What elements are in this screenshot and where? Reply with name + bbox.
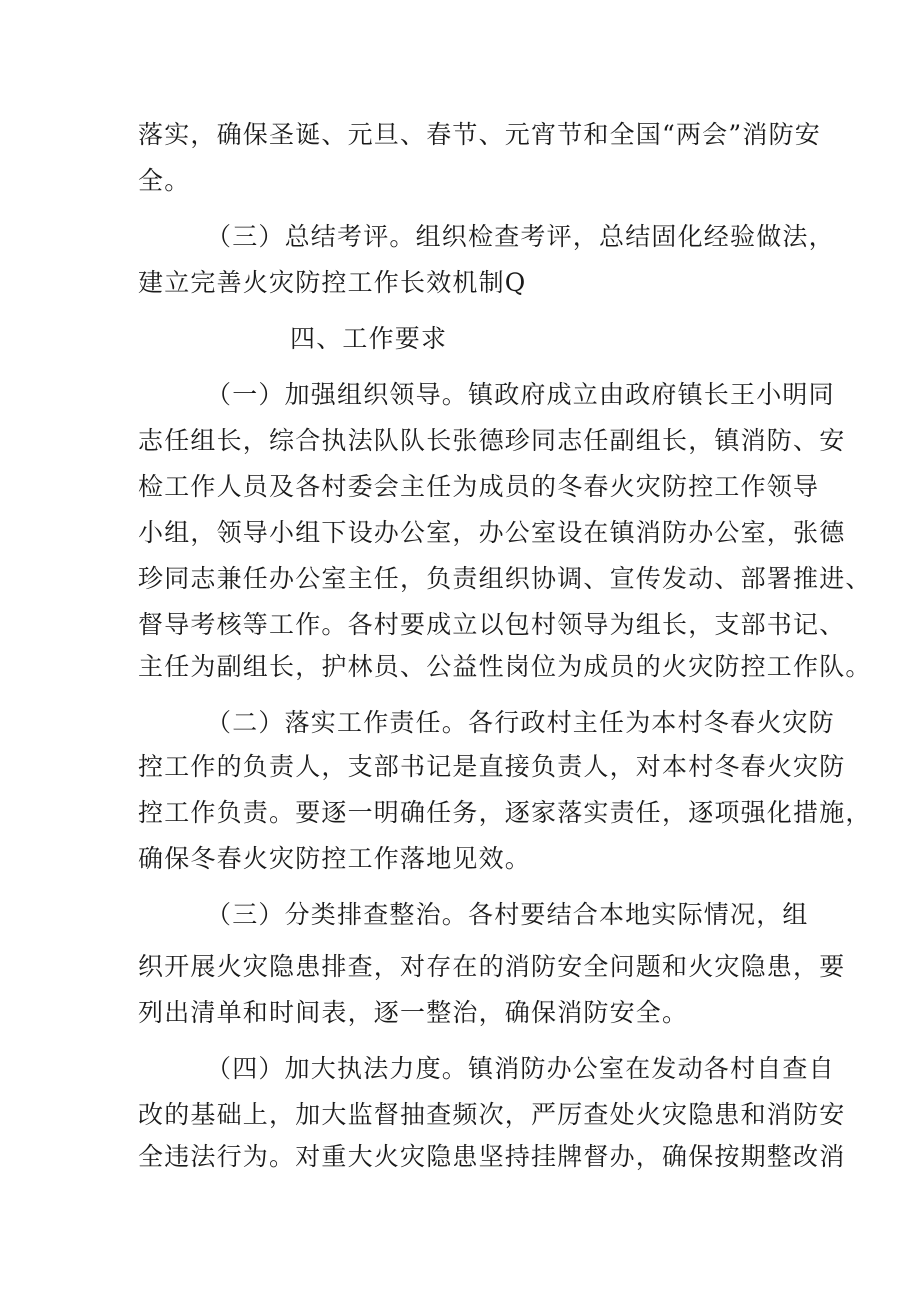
text-line: 列出清单和时间表，逐一整治，确保消防安全。 bbox=[138, 998, 689, 1027]
text-line: 确保冬春火灾防控工作落地见效。 bbox=[138, 844, 532, 873]
text-line: 落实，确保圣诞、元旦、春节、元宵节和全国“两会”消防安 bbox=[138, 120, 821, 149]
text-line: 建立完善火灾防控工作长效机制Q bbox=[138, 268, 527, 297]
text-line: 督导考核等工作。各村要成立以包村领导为组长，支部书记、 bbox=[138, 610, 846, 639]
text-line: 织开展火灾隐患排查，对存在的消防安全问题和火灾隐患，要 bbox=[138, 952, 846, 981]
section-3-summary-line: （三）总结考评。组织检查考评，总结固化经验做法， bbox=[206, 222, 835, 251]
paragraph-3-line: （三）分类排查整治。各村要结合本地实际情况，组 bbox=[206, 900, 809, 929]
text-line: 珍同志兼任办公室主任，负责组织协调、宣传发动、部署推进、 bbox=[138, 564, 872, 593]
paragraph-1-line: （一）加强组织领导。镇政府成立由政府镇长王小明同 bbox=[206, 380, 835, 409]
text-line: 改的基础上，加大监督抽查频次，严厉查处火灾隐患和消防安 bbox=[138, 1100, 846, 1129]
paragraph-2-line: （二）落实工作责任。各行政村主任为本村冬春火灾防 bbox=[206, 708, 835, 737]
section-heading: 四、工作要求 bbox=[290, 324, 448, 353]
text-line: 控工作负责。要逐一明确任务，逐家落实责任，逐项强化措施， bbox=[138, 798, 872, 827]
text-line: 检工作人员及各村委会主任为成员的冬春火灾防控工作领导 bbox=[138, 472, 820, 501]
text-line: 主任为副组长，护林员、公益性岗位为成员的火灾防控工作队。 bbox=[138, 652, 872, 681]
text-line: 小组，领导小组下设办公室，办公室设在镇消防办公室，张德 bbox=[138, 518, 846, 547]
text-line: 全违法行为。对重大火灾隐患坚持挂牌督办，确保按期整改消 bbox=[138, 1142, 846, 1171]
text-line: 全。 bbox=[138, 166, 191, 195]
text-line: 控工作的负责人，支部书记是直接负责人，对本村冬春火灾防 bbox=[138, 752, 846, 781]
paragraph-4-line: （四）加大执法力度。镇消防办公室在发动各村自查自 bbox=[206, 1054, 835, 1083]
text-line: 志任组长，综合执法队队长张德珍同志任副组长，镇消防、安 bbox=[138, 426, 846, 455]
